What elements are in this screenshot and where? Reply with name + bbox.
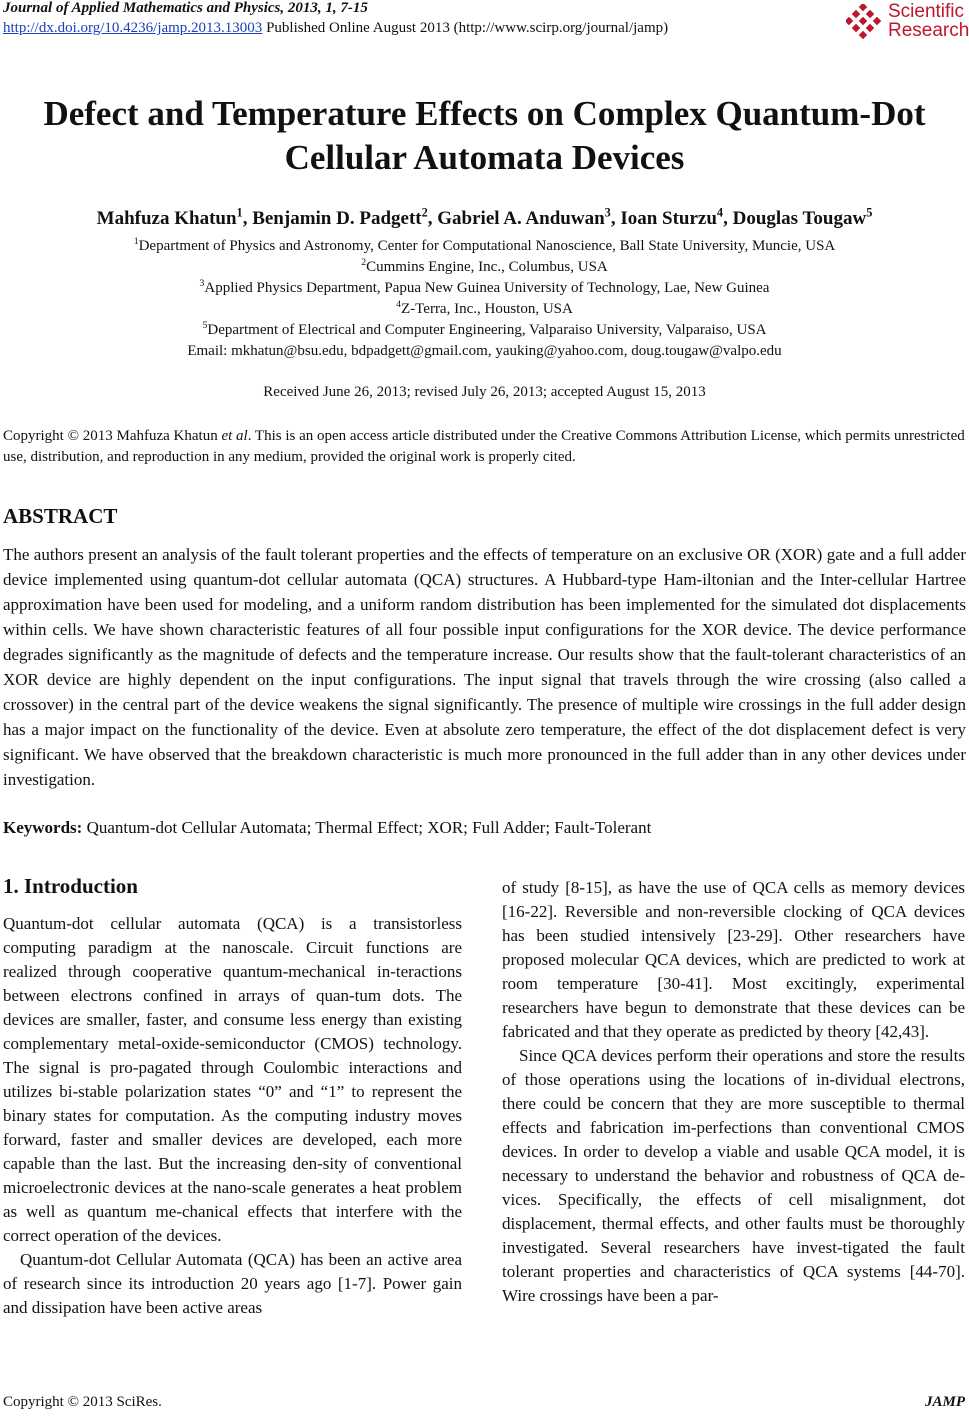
author-name: Mahfuza Khatun [96,208,237,229]
publication-line [3,20,668,37]
keywords-text: Quantum-dot Cellular Automata; Thermal Effect; XOR; Full Adder; Fault-Tolerant [82,818,652,837]
author-name: Gabriel A. Anduwan [437,208,605,229]
author-emails: Email: mkhatun@bsu.edu, bdpadgett@gmail.com, yauking@yahoo.com, doug.tougaw@valpo.edu [187,343,782,359]
copyright-notice: Copyright © 2013 Mahfuza Khatun et al. This is an open access article distributed under the Creative Commons Attribution License, which permits unrestricted use, distribution, and reproduction in any medium, provided the original work is properly cited. [3,428,965,465]
affiliation-5: $^5$Department of Electrical and Computer Engineering, Valparaiso University, Valparaiso, USA [202,320,767,338]
paper-title: Defect and Temperature Effects on Complex Quantum-Dot Cellular Automata Devices [43,94,926,177]
author-name: Ioan Sturzu [620,208,717,229]
paragraph: of study [8-15], as have the use of QCA cells as memory devices [16-22]. Reversible and non-reversible clocking of QCA devices has been studied intensively [23-29]. Other researchers have proposed molecular QCA devices, which are predicted to work at room temperature [30-41]. Most excitingly, experimental researchers have begun to demonstrate that these devices can be fabricated and that they operate as predicted by theory [42,43]. [502,878,965,1041]
paragraph: Since QCA devices perform their operations and store the results of those operations using the locations of in-dividual electrons, there could be concern that they are more susceptible to thermal effects and fabrication im-perfections than conventional CMOS devices. In order to develop a viable and usable QCA model, it is necessary to understand the behavior and robustness of QCA de-vices. Specifically, the effects of cell misalignment, dot displacement, thermal effects, and other faults must be thoroughly investigated. Several researchers have invest-tigated the fault tolerant properties and characteristics of QCA systems [44-70]. Wire crossings have been a par- [502,1046,965,1305]
keywords-label: Keywords: [3,818,83,837]
footer-journal-abbrev: JAMP [924,1394,965,1410]
logo-dots-icon [846,4,884,40]
author-name: Benjamin D. Padgett [252,208,422,229]
paragraph: Quantum-dot cellular automata (QCA) is a transistorless computing paradigm at the nanoscale. Circuit functions are realized through cooperative quantum-mechanical in-teractions between electrons confined in arrays of quan-tum dots. The devices are smaller, faster, and consume less energy than existing complementary metal-oxide-semiconductor (CMOS) technology. The signal is pro-pagated through Coulombic interactions and utilizes bi-stable polarization states “0” and “1” to represent the binary states for computation. As the computing industry moves forward, faster and smaller devices are developed, each more capable than the last. But the increasing den-sity of conventional microelectronic devices at the nano-scale generates a heat problem as well as quantum me-chanical effects that interfere with the correct operation of the devices. [3,914,462,1245]
scientific-research-logo [846,2,968,42]
doi-link[interactable]: http://dx.doi.org/10.4236/jamp.2013.13003 [3,20,263,36]
received-dates: Received June 26, 2013; revised July 26, 2013; accepted August 15, 2013 [263,384,706,400]
left-column [3,912,462,1320]
keywords [3,818,651,838]
journal-header [3,0,368,17]
affiliation-1: $^1$Department of Physics and Astronomy, Center for Computational Nanoscience, Ball State University, Muncie, USA [133,236,836,254]
section-heading-introduction: 1. Introduction [3,874,138,898]
affiliation-2: $^2$Cummins Engine, Inc., Columbus, USA [361,257,608,275]
journal-name: Journal of Applied Mathematics and Physics [3,0,281,16]
author-list: Mahfuza Khatun$^1$, Benjamin D. Padgett$^2$, Gabriel A. Anduwan$^3$, Ioan Sturzu$^4$, Douglas Tougaw$^5$ [96,205,873,229]
published-online: Published Online August 2013 (http://www.scirp.org/journal/jamp) [262,20,669,36]
footer-copyright: Copyright © 2013 SciRes. [3,1394,162,1410]
abstract-text: The authors present an analysis of the fault tolerant properties and the effects of temperature on an exclusive OR (XOR) gate and a full adder device implemented using quantum-dot cellular automata (QCA) structures. A Hubbard-type Ham-iltonian and the Inter-cellular Hartree approximation have been used for modeling, and a uniform random distribution has been implemented for the simulated dot displacements within cells. We have shown characteristic features of all four possible input configurations for the XOR device. The device performance degrades significantly as the magnitude of defects and the temperature increase. Our results show that the fault-tolerant characteristics of an XOR device are highly dependent on the input configurations. The input signal that travels through the wire crossing (also called a crossover) in the central part of the device weakens the signal significantly. The presence of multiple wire crossings in the full adder design has a major impact on the functionality of the device. Even at absolute zero temperature, the effect of the dot displacement defect is very significant. We have observed that the breakdown characteristic is much more pronounced in the full adder than in any other devices under investigation. [3,545,966,789]
right-column [502,876,965,1308]
paragraph: Quantum-dot Cellular Automata (QCA) has been an active area of research since its introduction 20 years ago [1-7]. Power gain and dissipation have been active areas [3,1250,462,1317]
affiliation-3: $^3$Applied Physics Department, Papua New Guinea University of Technology, Lae, New Guinea [199,278,770,296]
affiliation-4: $^4$Z-Terra, Inc., Houston, USA [396,299,573,317]
abstract-heading: ABSTRACT [3,504,118,528]
journal-issue: , 2013, 1, 7-15 [280,0,368,16]
logo-wordmark: Scientific Research [888,1,969,41]
author-name: Douglas Tougaw [732,208,867,229]
